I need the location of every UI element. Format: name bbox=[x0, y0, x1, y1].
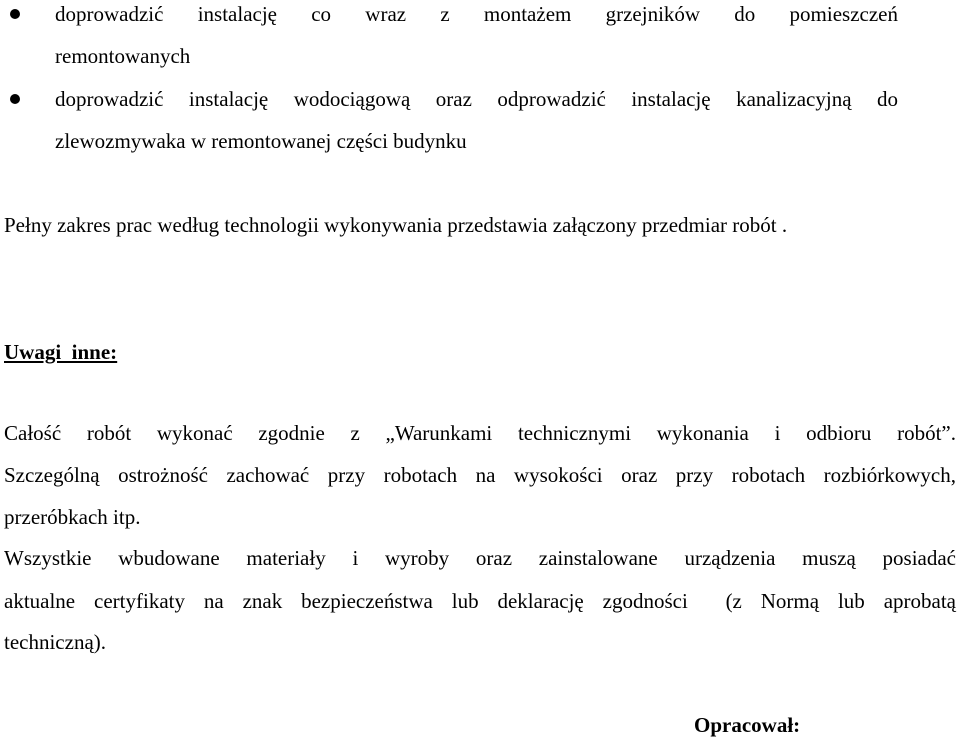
scope-paragraph: Pełny zakres prac według technologii wykonywania przedstawia załączony przedmiar robót . bbox=[4, 213, 788, 237]
notes-paragraph-1-line-1: Całość robót wykonać zgodnie z „Warunkami technicznymi wykonania i odbioru robót”. bbox=[4, 421, 956, 445]
notes-paragraph-2-line-2: aktualne certyfikaty na znak bezpieczeństwa lub deklarację zgodności (z Normą lub aprobatą bbox=[4, 589, 956, 613]
bullet-2-line-1: doprowadzić instalację wodociągową oraz odprowadzić instalację kanalizacyjną do bbox=[55, 87, 898, 111]
notes-paragraph-2-line-3: techniczną). bbox=[4, 630, 107, 654]
bullet-2-line-2: zlewozmywaka w remontowanej części budynku bbox=[55, 129, 467, 153]
notes-heading: Uwagi inne: bbox=[4, 340, 118, 364]
notes-paragraph-1-line-3: przeróbkach itp. bbox=[4, 505, 141, 529]
bullet-1-line-1: doprowadzić instalację co wraz z montażem grzejników do pomieszczeń bbox=[55, 2, 898, 26]
notes-paragraph-1-line-2: Szczególną ostrożność zachować przy robotach na wysokości oraz przy robotach rozbiórkowych, bbox=[4, 463, 956, 487]
bullet-dot bbox=[10, 94, 20, 104]
signature-label: Opracował: bbox=[694, 713, 801, 737]
notes-paragraph-2-line-1: Wszystkie wbudowane materiały i wyroby oraz zainstalowane urządzenia muszą posiadać bbox=[4, 546, 956, 570]
bullet-1-line-2: remontowanych bbox=[55, 44, 191, 68]
bullet-dot bbox=[10, 9, 20, 19]
